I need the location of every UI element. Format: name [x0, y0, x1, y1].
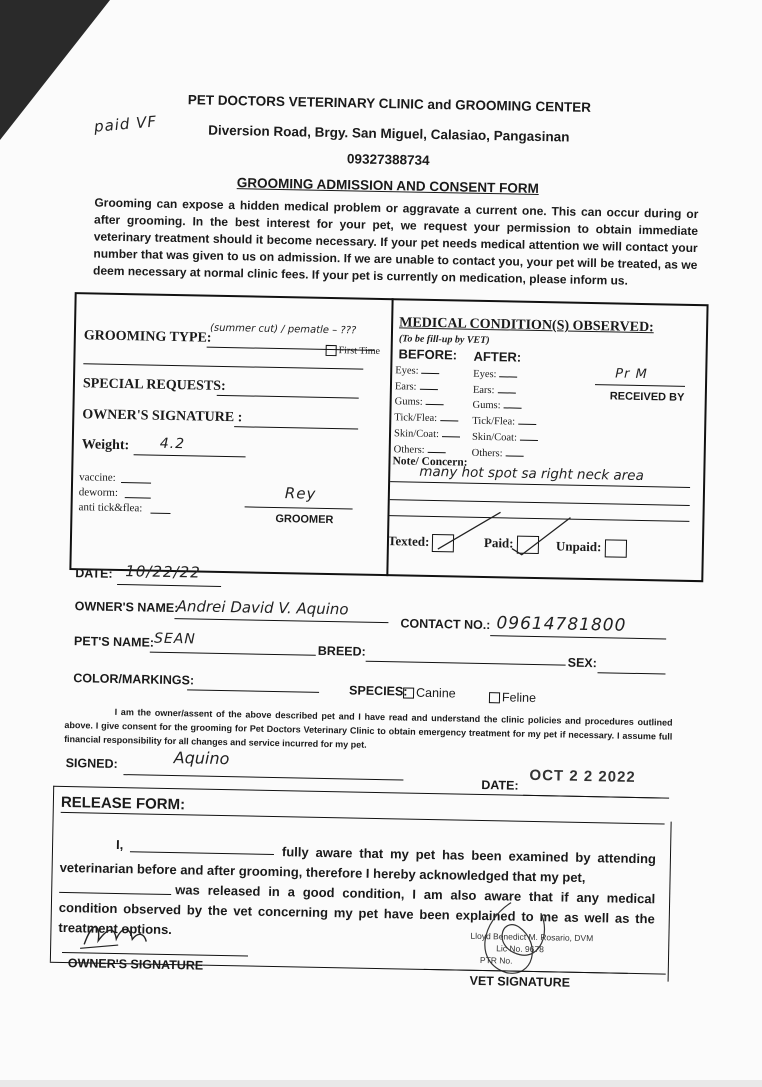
- after-item-label: Ears:: [472, 384, 495, 396]
- weight-label: Weight:: [81, 437, 130, 454]
- release-paragraph-1: fully aware that my pet has been examined by attending veterinarian before and after grooming, therefore I hereby acknowledged that my pet,: [59, 844, 657, 886]
- vet-stamp-ptr: PTR No.: [479, 954, 513, 966]
- before-item-label: Skin/Coat:: [393, 428, 440, 440]
- before-item[interactable]: [394, 395, 460, 412]
- owner-release-signature-label: OWNER'S SIGNATURE: [67, 956, 204, 973]
- after-item-blank[interactable]: [497, 392, 515, 393]
- before-item-blank[interactable]: [422, 373, 440, 374]
- medical-title: MEDICAL CONDITION(S) OBSERVED:: [399, 315, 654, 336]
- release-paragraph-2: was released in a good condition, I am also aware that if any medical condition observed by the vet concerning my pet have been explained to me as well as the treatment options.: [58, 882, 656, 938]
- owner-name-value: Andrei David V. Aquino: [176, 597, 349, 619]
- note-value: many hot spot sa right neck area: [419, 463, 644, 485]
- release-title-rule: [61, 812, 665, 825]
- before-item[interactable]: [394, 410, 460, 427]
- after-item-blank[interactable]: [499, 376, 517, 377]
- release-title: RELEASE FORM:: [60, 793, 186, 814]
- owner-name-label: OWNER'S NAME:: [74, 599, 179, 616]
- after-item-blank[interactable]: [518, 424, 536, 425]
- groomer-label: GROOMER: [275, 512, 334, 527]
- before-item-blank[interactable]: [419, 388, 437, 389]
- special-requests-label: SPECIAL REQUESTS:: [82, 376, 226, 395]
- after-item[interactable]: [472, 445, 538, 462]
- feline-label: Feline: [501, 690, 537, 706]
- canine-label: Canine: [415, 685, 456, 701]
- contact-label: CONTACT NO.:: [400, 616, 491, 633]
- after-item[interactable]: [472, 398, 538, 415]
- grooming-type-value: (summer cut) / pematle – ???: [209, 322, 357, 337]
- form-title: GROOMING ADMISSION AND CONSENT FORM: [236, 175, 539, 196]
- before-item-blank[interactable]: [442, 436, 460, 437]
- grooming-type-label: GROOMING TYPE:: [83, 328, 212, 346]
- breed-line[interactable]: [366, 661, 566, 666]
- clinic-address: Diversion Road, Brgy. San Miguel, Calasiao, Pangasinan: [208, 122, 570, 145]
- unpaid-checkbox[interactable]: [604, 539, 626, 557]
- anti-tick-label: anti tick&flea:: [78, 501, 143, 515]
- intro-paragraph: Grooming can expose a hidden medical problem or aggravate a current one. This can occur during or after grooming. In the best interest for your pet, we request your permission to obtain immediate veterinary treatment should it become necessary. If your pet needs medical attention we will contact your number that was given to us on admission. If we are unable to contact you, your pet will be treated, as we deem necessary at normal clinic fees. If your pet is currently on medication, please inform us.: [92, 195, 699, 288]
- clinic-phone: 09327388734: [346, 151, 430, 168]
- consent-paragraph: I am the owner/assent of the above described pet and I have read and understand the clinic policies and procedures outlined above. I give consent for the grooming for Pet Doctors Veterinary Clinic to obtain emergency treatment for my pet if necessary. I assume full financial responsibility for all changes and service incurred for my pet.: [64, 706, 673, 750]
- after-item[interactable]: [472, 414, 538, 431]
- canine-checkbox[interactable]: [403, 688, 414, 699]
- pet-name-value: SEAN: [153, 630, 197, 648]
- date-value: 10/22/22: [125, 562, 201, 582]
- breed-label: BREED:: [317, 643, 366, 659]
- contact-line[interactable]: [490, 635, 666, 639]
- after-item-label: Tick/Flea:: [472, 415, 516, 428]
- consent-date-label: DATE:: [481, 777, 519, 793]
- medical-subtitle: (To be fill-up by VET): [398, 333, 490, 347]
- vet-signature-label: VET SIGNATURE: [469, 973, 571, 990]
- release-right-border: [668, 822, 672, 982]
- after-item[interactable]: [473, 382, 539, 399]
- owner-signature-label: OWNER'S SIGNATURE :: [82, 407, 243, 426]
- before-item-blank[interactable]: [440, 420, 458, 421]
- after-label: AFTER:: [473, 348, 522, 365]
- contact-value: 09614781800: [496, 613, 627, 636]
- vet-stamp-name: Lloyd Benedict M. Rosario, DVM: [470, 930, 594, 944]
- before-item-label: Others:: [393, 443, 425, 456]
- after-item-label: Eyes:: [473, 368, 497, 381]
- after-item-label: Others:: [471, 447, 503, 459]
- feline-option[interactable]: [489, 690, 536, 705]
- color-markings-line[interactable]: [187, 689, 319, 693]
- date-label: DATE:: [75, 566, 113, 581]
- canine-option[interactable]: [403, 685, 456, 700]
- note-label: Note/ Concern:: [392, 455, 468, 469]
- signed-label: SIGNED:: [65, 756, 118, 772]
- received-by-value: Pr M: [615, 366, 648, 383]
- after-item-label: Gums:: [472, 400, 501, 412]
- signed-line[interactable]: [123, 774, 403, 780]
- check-mark-strokes: [430, 501, 591, 564]
- first-time-checkbox[interactable]: [326, 345, 337, 356]
- first-time-label: First Time: [338, 345, 381, 357]
- vaccine-label: vaccine:: [79, 471, 116, 484]
- vet-stamp-license: Lic No. 9678: [496, 943, 545, 955]
- sex-label: SEX:: [567, 655, 597, 671]
- release-i: I,: [115, 836, 124, 853]
- unpaid-label: Unpaid:: [555, 538, 602, 555]
- owner-release-signature: [78, 914, 169, 956]
- before-item[interactable]: [394, 426, 460, 443]
- after-item[interactable]: [473, 367, 539, 384]
- weight-value: 4.2: [159, 435, 186, 453]
- vet-stamp: [470, 930, 593, 968]
- paid-label: Paid:: [483, 534, 514, 551]
- owner-signature-scribble: Aquino: [173, 748, 230, 769]
- after-list: [472, 367, 540, 462]
- owner-name-line[interactable]: [174, 618, 388, 623]
- after-item-blank[interactable]: [504, 408, 522, 409]
- before-item-label: Tick/Flea:: [394, 412, 438, 425]
- species-label: SPECIES:: [348, 683, 408, 699]
- before-label: BEFORE:: [398, 346, 458, 363]
- after-item-blank[interactable]: [520, 439, 538, 440]
- feline-checkbox[interactable]: [489, 692, 500, 703]
- after-item[interactable]: [472, 430, 538, 447]
- handwritten-paid-note: paid VF: [93, 112, 158, 136]
- texted-label: Texted:: [387, 533, 430, 549]
- before-item-blank[interactable]: [426, 404, 444, 405]
- pet-name-line[interactable]: [150, 652, 316, 656]
- before-item-label: Eyes:: [395, 365, 419, 377]
- received-by-label: RECEIVED BY: [609, 390, 685, 404]
- clinic-name: PET DOCTORS VETERINARY CLINIC and GROOMING CENTER: [187, 92, 592, 115]
- deworm-label: deworm:: [78, 486, 119, 499]
- before-item[interactable]: [395, 379, 461, 396]
- after-item-label: Skin/Coat:: [471, 431, 518, 444]
- after-item-blank[interactable]: [506, 455, 524, 456]
- before-item-label: Ears:: [394, 380, 417, 393]
- before-list: [394, 363, 462, 458]
- groomer-signature: Rey: [284, 484, 317, 503]
- color-markings-label: COLOR/MARKINGS:: [73, 671, 195, 688]
- before-item-label: Gums:: [394, 396, 423, 409]
- date-line[interactable]: [117, 584, 221, 587]
- sex-line[interactable]: [597, 672, 665, 674]
- date-stamp: OCT 2 2 2022: [529, 766, 636, 786]
- first-time-option[interactable]: [326, 345, 381, 357]
- before-item[interactable]: [395, 363, 461, 380]
- release-left-border: [50, 786, 54, 962]
- before-item-blank[interactable]: [428, 451, 446, 452]
- pet-name-label: PET'S NAME:: [73, 634, 155, 650]
